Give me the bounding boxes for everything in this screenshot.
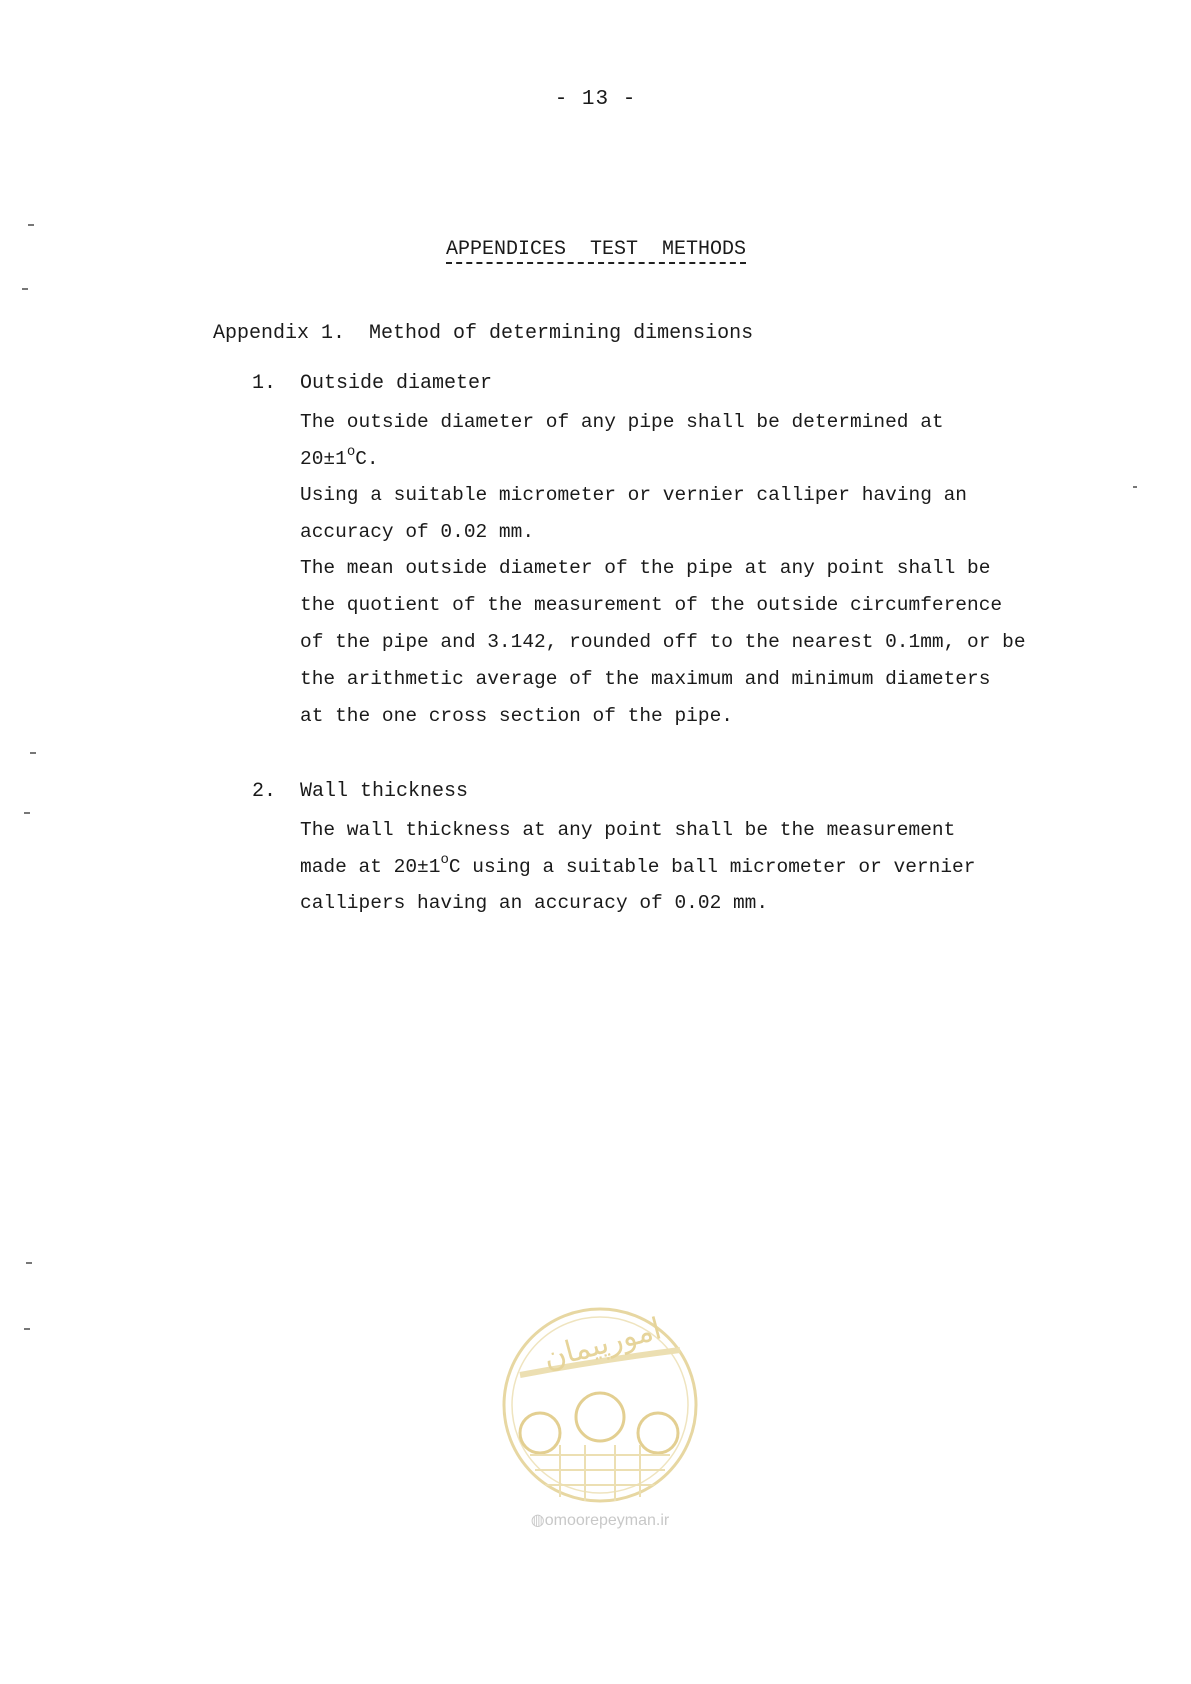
temp-value: made at 20±1: [300, 856, 441, 878]
watermark-logo: [490, 1305, 710, 1505]
section-1-line: at the one cross section of the pipe.: [300, 705, 733, 727]
section-1-title: Outside diameter: [300, 372, 493, 395]
section-1-line: accuracy of 0.02 mm.: [300, 521, 535, 543]
degree-sup: o: [346, 444, 356, 460]
watermark-text: [490, 1510, 710, 1530]
section-1-line: The mean outside diameter of the pipe at any point shall be: [300, 557, 991, 579]
scan-mark: [1133, 486, 1137, 488]
watermark-url: omoorepeyman.ir: [544, 1512, 670, 1529]
section-heading: APPENDICES TEST METHODS: [446, 238, 746, 264]
section-1-line: the arithmetic average of the maximum and minimum diameters: [300, 668, 991, 690]
section-2-line: [300, 849, 975, 888]
appendix-title: Appendix 1. Method of determining dimensions: [213, 322, 754, 345]
section-2-title: Wall thickness: [300, 780, 469, 803]
section-2-line: The wall thickness at any point shall be the measurement: [300, 819, 956, 841]
section-1-line: The outside diameter of any pipe shall be determined at: [300, 411, 944, 433]
section-1-number: 1.: [252, 372, 277, 395]
temp-unit: C.: [355, 448, 379, 470]
temp-value: 20±1: [300, 448, 347, 470]
globe-icon: ◍: [530, 1512, 545, 1529]
scan-mark: [26, 1262, 32, 1264]
temperature-spec: [300, 441, 379, 480]
scan-mark: [22, 288, 28, 290]
section-1-line: of the pipe and 3.142, rounded off to the nearest 0.1mm, or be: [300, 631, 1026, 653]
section-1-line: Using a suitable micrometer or vernier calliper having an: [300, 484, 968, 506]
scan-mark: [30, 752, 36, 754]
scan-mark: [28, 224, 34, 226]
page-number: - 13 -: [554, 88, 637, 111]
section-2-number: 2.: [252, 780, 277, 803]
watermark-logo-text: امورپیمان: [539, 1311, 666, 1377]
line-text: C using a suitable ball micrometer or vernier: [448, 856, 976, 878]
degree-sup: o: [440, 852, 449, 868]
scan-mark: [24, 1328, 30, 1330]
scan-mark: [24, 812, 30, 814]
section-1-line: the quotient of the measurement of the outside circumference: [300, 594, 1003, 616]
watermark: [490, 1305, 710, 1545]
section-2-line: callipers having an accuracy of 0.02 mm.: [300, 892, 769, 914]
